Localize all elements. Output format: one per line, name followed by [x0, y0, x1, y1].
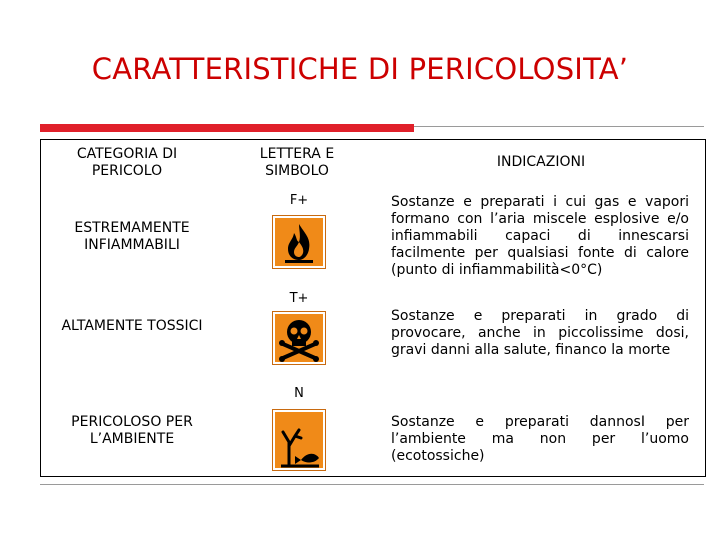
flame-icon: [273, 216, 325, 268]
skull-crossbones-icon: [273, 312, 325, 364]
header-category: CATEGORIA DI PERICOLO: [76, 146, 178, 179]
header-indications: INDICAZIONI: [496, 154, 586, 170]
dead-tree-fish-icon: [273, 410, 325, 470]
row-2-indication: Sostanze e preparati in grado di provocare, anche in piccolissime dosi, gravi danni alla salute, financo la morte: [391, 308, 689, 358]
row-1-letter: F+: [289, 193, 309, 208]
row-2-category: ALTAMENTE TOSSICI: [61, 318, 203, 334]
page-title: CARATTERISTICHE DI PERICOLOSITA’: [91, 52, 629, 86]
row-2-letter: T+: [289, 291, 309, 306]
row-1-indication: Sostanze e preparati i cui gas e vapori formano con l’aria miscele esplosive e/o infiammabili capaci di innescarsi facilmente per qualsiasi fonte di calore (punto di infiammabilità<0°C): [391, 194, 689, 278]
bottom-rule: [40, 484, 704, 485]
title-accent-bar: [40, 124, 414, 132]
title-rule: [414, 126, 704, 127]
row-3-indication: Sostanze e preparati dannosI per l’ambiente ma non per l’uomo (ecotossiche): [391, 414, 689, 464]
row-3-letter: N: [294, 386, 304, 401]
row-1-category: ESTREMAMENTE INFIAMMABILI: [74, 220, 190, 253]
header-symbol: LETTERA E SIMBOLO: [259, 146, 335, 179]
hazard-table: [40, 139, 706, 477]
row-3-category: PERICOLOSO PER L’AMBIENTE: [71, 414, 193, 447]
